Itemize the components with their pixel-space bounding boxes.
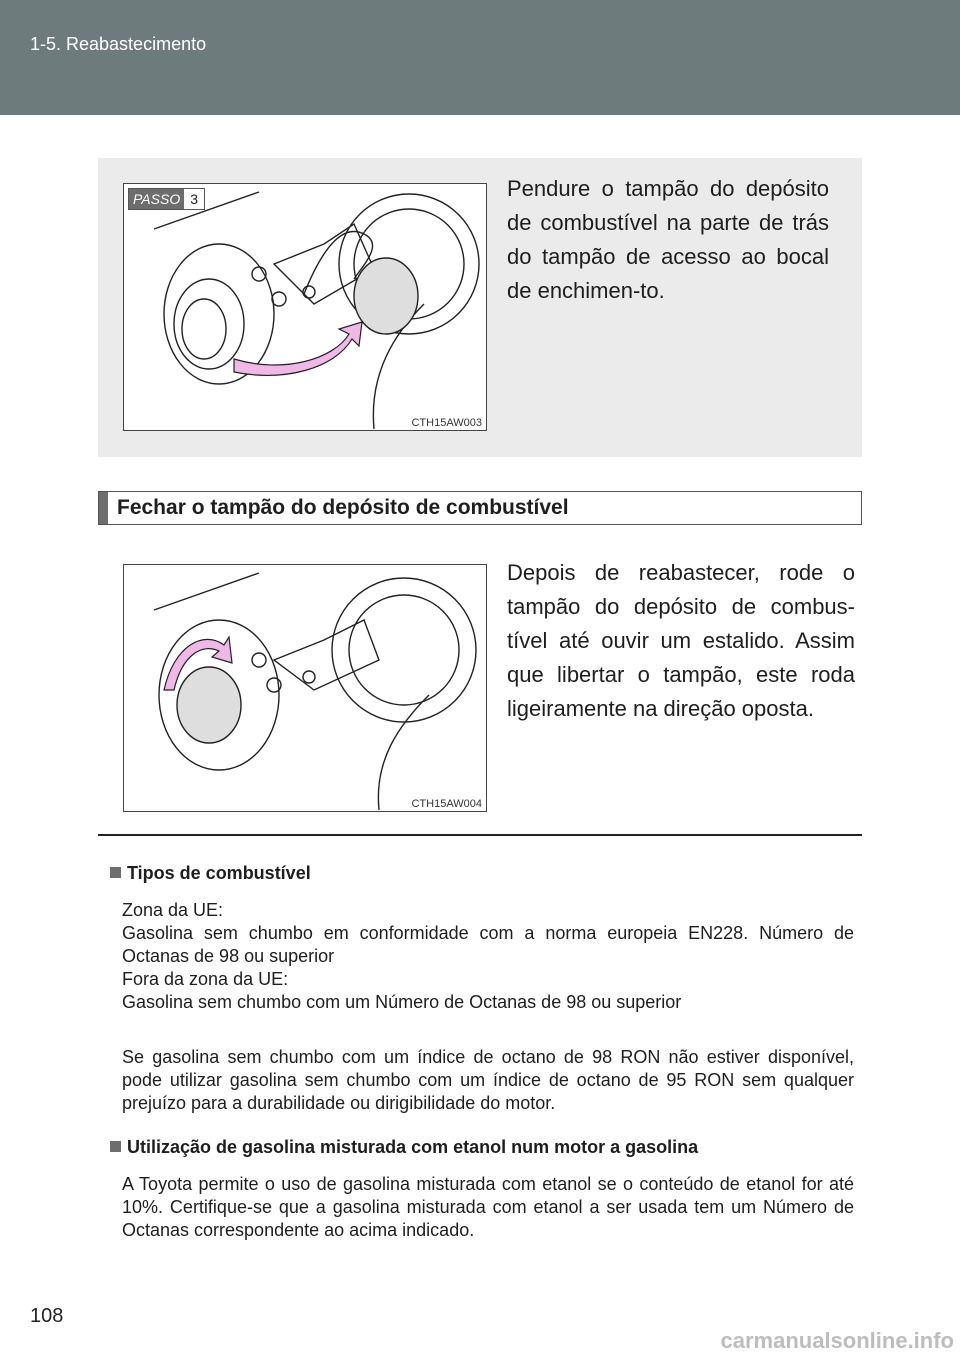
page-header <box>0 0 960 115</box>
note-heading-ethanol <box>110 1137 698 1158</box>
section-title: Fechar o tampão do depósito de combustível <box>117 496 569 519</box>
note-bullet-icon <box>110 867 121 878</box>
note-line: Zona da UE: <box>122 900 224 920</box>
section-breadcrumb: 1-5. Reabastecimento <box>30 34 207 54</box>
page-number: 108 <box>30 1305 64 1327</box>
section-title-bar <box>99 492 108 524</box>
note-bullet-icon <box>110 1141 121 1152</box>
note-line: Gasolina sem chumbo em conformidade com a norma europeia EN228. Número de Octanas de 98 ou superior <box>122 923 854 966</box>
fuel-door-illustration <box>124 184 486 430</box>
fuel-cap-closing-illustration <box>124 565 486 811</box>
note-heading-text: Tipos de combustível <box>127 863 311 883</box>
note-fuel-types-body <box>122 899 854 1014</box>
figure-close-cap <box>123 564 487 812</box>
step-badge-number: 3 <box>184 189 204 209</box>
figure-code: CTH15AW003 <box>411 417 482 429</box>
figure-hang-cap <box>123 183 487 431</box>
note-line: Gasolina sem chumbo com um Número de Octanas de 98 ou superior <box>122 992 682 1012</box>
note-heading-fuel-types <box>110 863 311 884</box>
divider <box>98 834 862 836</box>
section-instruction: Depois de reabastecer, rode o tampão do depósito de combus-tível até ouvir um estalido. Assim que libertar o tampão, este roda ligeiramente na direção oposta. <box>507 560 855 721</box>
section-title-box <box>98 491 862 525</box>
note-line: Fora da zona da UE: <box>122 969 289 989</box>
step-instruction: Pendure o tampão do depósito de combustível na parte de trás do tampão de acesso ao bocal de enchimen-to. <box>507 176 829 303</box>
note-ethanol-body: A Toyota permite o uso de gasolina misturada com etanol se o conteúdo de etanol for até 10%. Certifique-se que a gasolina misturada com etanol a ser usada tem um Número de Octanas correspondente ao acima indicado. <box>122 1174 854 1240</box>
step-badge-label: PASSO <box>129 189 184 209</box>
note-heading-text: Utilização de gasolina misturada com etanol num motor a gasolina <box>127 1137 699 1157</box>
step-badge <box>128 188 205 210</box>
watermark: carmanualsonline.info <box>720 1328 954 1353</box>
figure-code: CTH15AW004 <box>411 798 482 810</box>
note-fuel-types-extra: Se gasolina sem chumbo com um índice de octano de 98 RON não estiver disponível, pode utilizar gasolina sem chumbo com um índice de octano de 95 RON sem qualquer prejuízo para a durabilidade ou dirigibilidade do motor. <box>122 1047 854 1113</box>
